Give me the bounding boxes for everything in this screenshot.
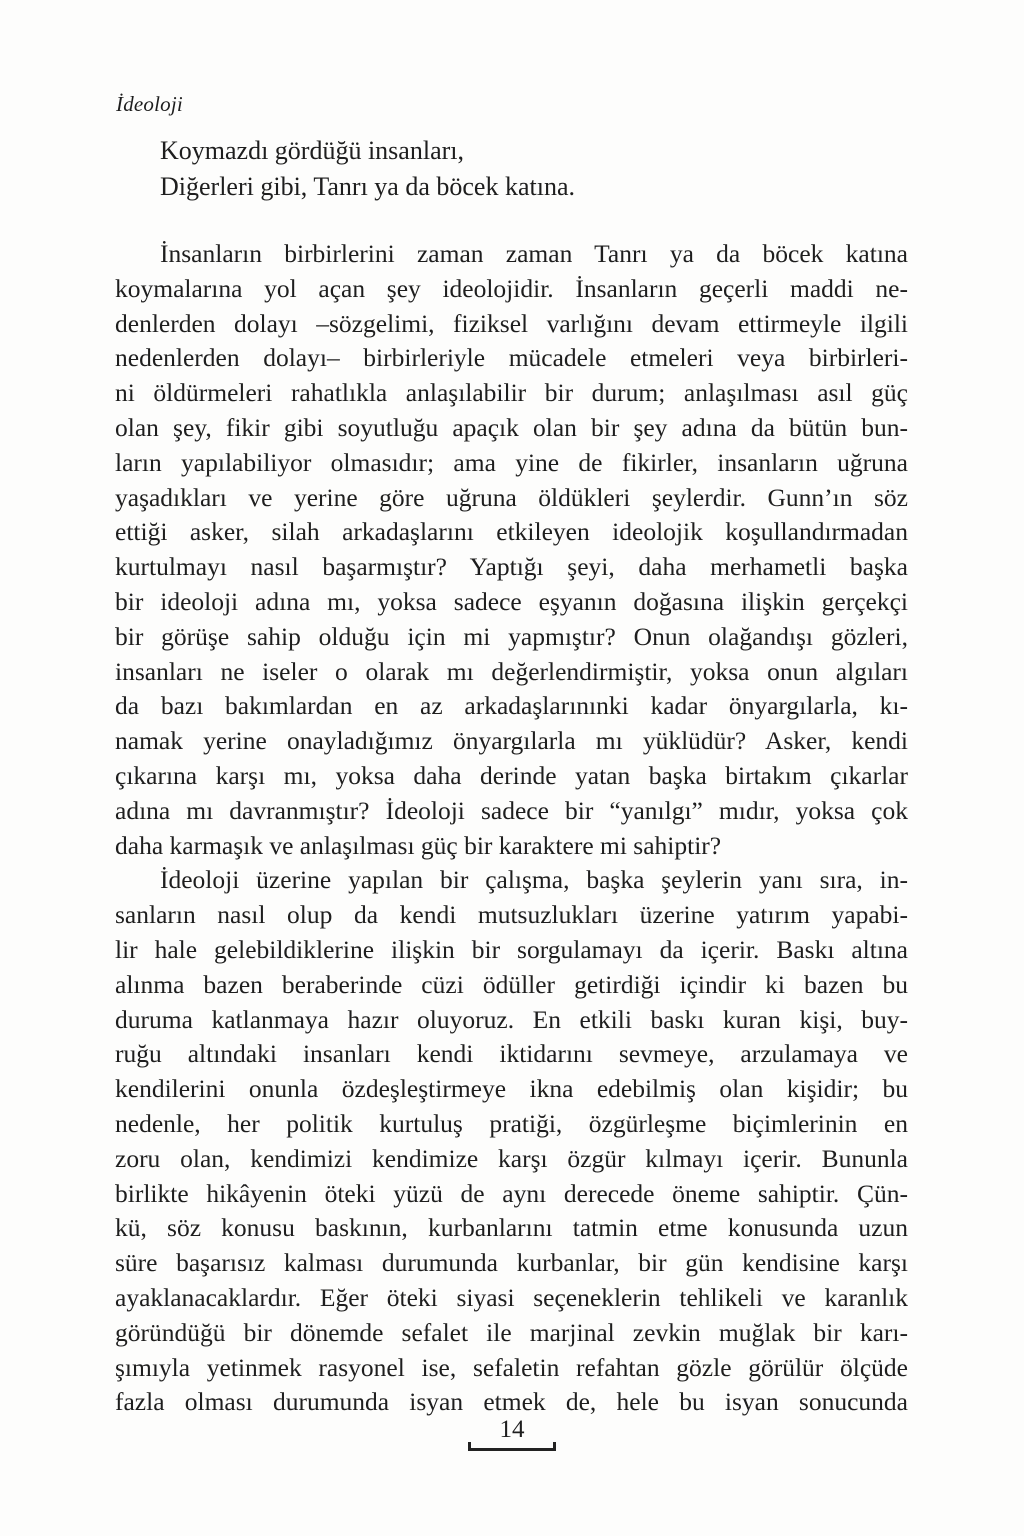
text-line: kendilerini onunla özdeşleştirmeye ikna edebilmiş olan kişidir; bu [115, 1074, 908, 1104]
text-line: olan şey, fikir gibi soyutluğu apaçık olan bir şey adına da bütün bun- [115, 412, 908, 442]
verse-line: Diğerleri gibi, Tanrı ya da böcek katına. [160, 172, 575, 201]
text-line: şımıyla yetinmek rasyonel ise, sefaletin refahtan gözle görülür ölçüde [115, 1352, 908, 1382]
page-number: 14 [499, 1416, 525, 1443]
text-line: nedenle, her politik kurtuluş pratiği, özgürleşme biçimlerinin en [115, 1108, 908, 1138]
page-footer [0, 1416, 1024, 1451]
text-line: kurtulmayı nasıl başarmıştır? Yaptığı şeyi, daha merhametli başka [115, 552, 908, 582]
text-line: İdeoloji üzerine yapılan bir çalışma, başka şeylerin yanı sıra, in- [160, 865, 908, 895]
text-line: alınma bazen beraberinde cüzi ödüller getirdiği içindir ki bazen bu [115, 969, 908, 999]
text-line: göründüğü bir dönemde sefalet ile marjinal zevkin muğlak bir karı- [115, 1317, 908, 1347]
text-line: çıkarına karşı mı, yoksa daha derinde yatan başka birtakım çıkarlar [115, 760, 908, 790]
text-line: İnsanların birbirlerini zaman zaman Tanrı ya da böcek katına [160, 239, 908, 268]
text-line: da bazı bakımlardan en az arkadaşlarınınki kadar önyargılarla, kı- [115, 691, 908, 721]
text-line: bir görüşe sahip olduğu için mi yapmıştır? Onun olağandışı gözleri, [115, 621, 908, 651]
text-line: bir ideoloji adına mı, yoksa sadece eşyanın doğasına ilişkin gerçekçi [115, 586, 908, 616]
verse-block [160, 133, 575, 205]
text-line: insanları ne iseler o olarak mı değerlendirmiştir, yoksa onun algıları [115, 656, 908, 686]
page-number-ornament [468, 1416, 556, 1451]
text-line: sanların nasıl olup da kendi mutsuzlukları üzerine yatırım yapabi- [115, 900, 908, 930]
text-line: duruma katlanmaya hazır oluyoruz. En etkili baskı kuran kişi, buy- [115, 1004, 908, 1034]
body-text [115, 237, 908, 1420]
text-line: ların yapılabiliyor olmasıdır; ama yine de fikirler, insanların uğruna [115, 447, 908, 477]
text-line: kü, söz konusu baskının, kurbanlarını tatmin etme konusunda uzun [115, 1213, 908, 1243]
text-line: denlerden dolayı –sözgelimi, fiziksel varlığını devam ettirmeyle ilgili [115, 308, 908, 338]
text-line: nedenlerden dolayı– birbirleriyle mücadele etmeleri veya birbirleri- [115, 343, 908, 373]
text-line: koymalarına yol açan şey ideolojidir. İnsanların geçerli maddi ne- [115, 273, 908, 303]
text-line: zoru olan, kendimizi kendimize karşı özgür kılmayı içerir. Bununla [115, 1143, 908, 1173]
text-line: birlikte hikâyenin öteki yüzü de aynı derecede öneme sahiptir. Çün- [115, 1178, 908, 1208]
text-line: lir hale gelebildiklerine ilişkin bir sorgulamayı da içerir. Baskı altına [115, 934, 908, 964]
text-line: süre başarısız kalması durumunda kurbanlar, bir gün kendisine karşı [115, 1248, 908, 1278]
text-line: ni öldürmeleri rahatlıkla anlaşılabilir bir durum; anlaşılması asıl güç [115, 378, 908, 408]
running-head: İdeoloji [116, 92, 183, 116]
text-line: namak yerine onayladığımız önyargılarla mı yüklüdür? Asker, kendi [115, 726, 908, 756]
text-line: adına mı davranmıştır? İdeoloji sadece bir “yanılgı” mıdır, yoksa çok [115, 795, 908, 825]
text-line: ettiği asker, silah arkadaşlarını etkileyen ideolojik koşullandırmadan [115, 517, 908, 547]
text-line: ruğu altındaki insanları kendi iktidarını sevmeye, arzulamaya ve [115, 1039, 908, 1069]
text-line: daha karmaşık ve anlaşılması güç bir karaktere mi sahiptir? [115, 830, 722, 860]
text-line: yaşadıkları ve yerine göre uğruna öldükleri şeylerdir. Gunn’ın söz [115, 482, 908, 512]
text-line: fazla olması durumunda isyan etmek de, hele bu isyan sonucunda [115, 1387, 908, 1417]
text-line: ayaklanacaklardır. Eğer öteki siyasi seçeneklerin tehlikeli ve karanlık [115, 1282, 908, 1312]
verse-line: Koymazdı gördüğü insanları, [160, 136, 464, 165]
